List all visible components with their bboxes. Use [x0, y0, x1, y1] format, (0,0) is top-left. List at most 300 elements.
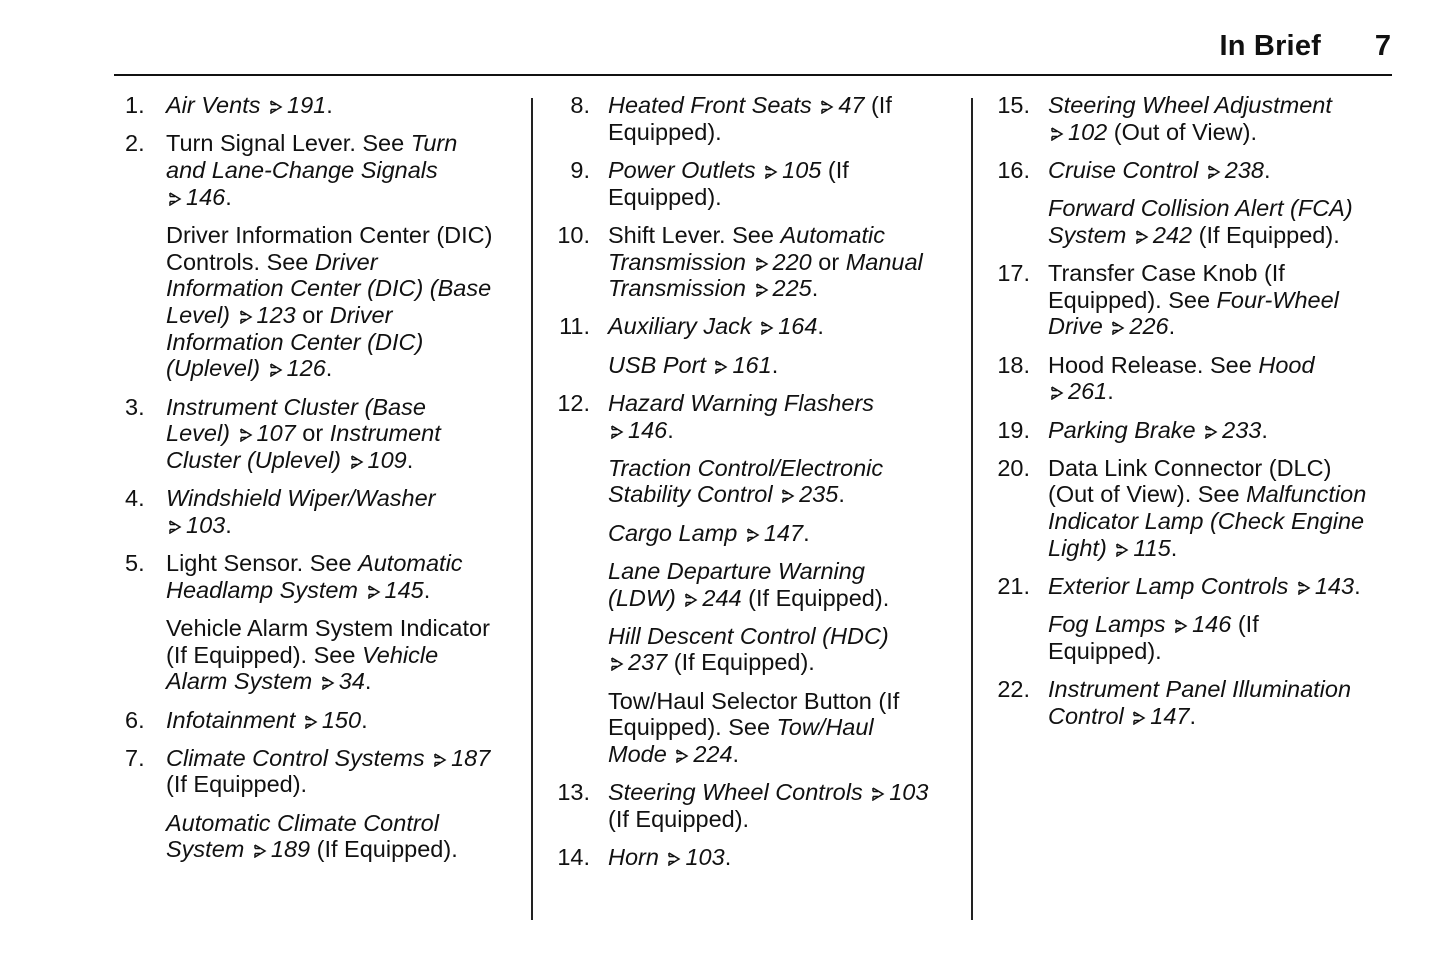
text-segment: (If: [821, 156, 849, 183]
italic-reference-text: Light): [1048, 534, 1114, 561]
italic-reference-text: (LDW): [608, 584, 683, 611]
item-line: [166, 329, 519, 356]
text-segment: Shift Lever. See: [608, 221, 781, 248]
item-line: [166, 447, 519, 474]
page-reference-arrow-icon: [321, 676, 335, 690]
italic-reference-text: Information Center (DIC) (Base: [166, 275, 492, 302]
list-item: [556, 844, 961, 871]
item-line: [166, 184, 519, 211]
item-line: [166, 485, 519, 512]
text-segment: .: [1168, 313, 1176, 340]
item-number: 22.: [997, 676, 1030, 703]
text-segment: Equipped).: [608, 183, 722, 210]
italic-reference-text: Infotainment: [166, 706, 302, 733]
italic-reference-text: 123: [256, 301, 296, 328]
item-line: [608, 714, 961, 741]
italic-reference-text: Exterior Lamp Controls: [1048, 573, 1295, 600]
italic-reference-text: 146: [186, 183, 226, 210]
text-segment: (If Equipped).: [741, 584, 890, 611]
italic-reference-text: 238: [1224, 156, 1264, 183]
list-item: [556, 92, 961, 145]
italic-reference-text: 145: [384, 576, 424, 603]
italic-reference-text: Headlamp System: [166, 576, 365, 603]
header-rule: [114, 74, 1392, 76]
item-line: [1048, 573, 1391, 600]
item-line: [1048, 417, 1391, 444]
list-item: [114, 550, 519, 603]
item-line: [166, 394, 519, 421]
item-number: 19.: [997, 416, 1030, 443]
page-reference-arrow-icon: [433, 753, 447, 767]
italic-reference-text: Instrument Panel Illumination: [1048, 676, 1352, 703]
italic-reference-text: 34: [338, 668, 365, 695]
italic-reference-text: 242: [1152, 221, 1193, 248]
italic-reference-text: Transmission: [608, 275, 753, 302]
italic-reference-text: Four-Wheel: [1216, 286, 1339, 313]
item-line: [1048, 119, 1391, 146]
page-reference-arrow-icon: [760, 321, 774, 335]
list-item: [996, 676, 1391, 729]
text-segment: Transfer Case Knob (If: [1048, 260, 1285, 287]
page-reference-arrow-icon: [1135, 230, 1149, 244]
italic-reference-text: 103: [186, 511, 226, 538]
item-number: 15.: [997, 92, 1030, 118]
list-item: [996, 157, 1391, 184]
list-item: [996, 417, 1391, 444]
italic-reference-text: Malfunction: [1246, 481, 1367, 508]
item-line: [1048, 611, 1391, 638]
list-item: [114, 130, 519, 210]
section-title: In Brief: [1219, 30, 1321, 62]
page-reference-arrow-icon: [168, 192, 182, 206]
column-1: [114, 92, 519, 875]
column-2: [556, 92, 961, 882]
italic-reference-text: 143: [1314, 573, 1355, 600]
item-line: [1048, 92, 1391, 119]
item-line: [166, 707, 519, 734]
italic-reference-text: Manual: [845, 248, 923, 275]
list-item: [556, 623, 961, 676]
italic-reference-text: Traction Control/Electronic: [608, 454, 884, 481]
text-segment: .: [364, 668, 372, 695]
item-line: [608, 558, 961, 585]
italic-reference-text: 105: [782, 156, 822, 183]
italic-reference-text: Cargo Lamp: [608, 519, 744, 546]
italic-reference-text: (Uplevel): [166, 355, 267, 382]
item-line: [166, 642, 519, 669]
italic-reference-text: and Lane-Change Signals: [166, 156, 438, 183]
item-line: [608, 417, 961, 444]
list-item: [114, 707, 519, 734]
italic-reference-text: Vehicle: [361, 641, 439, 668]
italic-reference-text: Alarm System: [166, 668, 319, 695]
text-segment: Equipped). See: [1048, 286, 1217, 313]
page-reference-arrow-icon: [764, 165, 778, 179]
item-number: 18.: [997, 351, 1030, 378]
item-line: [1048, 287, 1391, 314]
italic-reference-text: System: [166, 836, 251, 863]
item-line: [166, 550, 519, 577]
item-line: [608, 844, 961, 871]
italic-reference-text: Transmission: [608, 248, 753, 275]
italic-reference-text: 235: [799, 481, 839, 508]
item-line: [166, 577, 519, 604]
item-line: [1048, 455, 1391, 482]
item-number: 11.: [559, 313, 590, 340]
text-segment: (If: [1231, 611, 1259, 638]
item-line: [1048, 676, 1391, 703]
page-reference-arrow-icon: [1297, 581, 1311, 595]
list-item: [556, 455, 961, 508]
column-3: [996, 92, 1391, 741]
list-item: [114, 394, 519, 474]
item-line: [608, 352, 961, 379]
page-number: 7: [1374, 30, 1391, 62]
italic-reference-text: 225: [772, 275, 812, 302]
item-line: [608, 157, 961, 184]
item-line: [166, 249, 519, 276]
text-segment: .: [325, 355, 333, 382]
text-segment: (If Equipped).: [310, 836, 458, 863]
item-line: [166, 302, 519, 329]
page-reference-arrow-icon: [1050, 127, 1064, 141]
item-line: [608, 275, 961, 302]
italic-reference-text: Stability Control: [608, 481, 780, 508]
item-line: [166, 615, 519, 642]
italic-reference-text: Automatic: [358, 550, 463, 577]
text-segment: .: [732, 741, 740, 768]
italic-reference-text: 103: [889, 779, 929, 806]
italic-reference-text: Hazard Warning Flashers: [608, 389, 875, 416]
item-line: [608, 520, 961, 547]
text-segment: .: [817, 313, 824, 340]
text-segment: Hood Release. See: [1048, 351, 1259, 378]
page-reference-arrow-icon: [1111, 321, 1125, 335]
page-reference-arrow-icon: [610, 425, 624, 439]
list-item: [556, 688, 961, 768]
item-line: [1048, 703, 1391, 730]
item-line: [166, 92, 519, 119]
italic-reference-text: Control: [1048, 702, 1131, 729]
text-segment: .: [667, 416, 674, 443]
italic-reference-text: Instrument: [329, 420, 441, 447]
italic-reference-text: Steering Wheel Controls: [608, 779, 870, 806]
italic-reference-text: Automatic: [780, 221, 885, 248]
text-segment: .: [423, 576, 431, 603]
item-number: 6.: [125, 706, 145, 733]
italic-reference-text: Automatic Climate Control: [166, 809, 439, 836]
text-segment: Turn Signal Lever. See: [166, 130, 411, 157]
page-reference-arrow-icon: [684, 593, 698, 607]
italic-reference-text: Mode: [608, 741, 674, 768]
list-item: [556, 313, 961, 340]
item-line: [608, 92, 961, 119]
text-segment: .: [225, 511, 232, 538]
text-segment: Equipped).: [1048, 637, 1162, 664]
italic-reference-text: 233: [1222, 416, 1262, 443]
item-line: [1048, 195, 1391, 222]
item-line: [608, 119, 961, 146]
italic-reference-text: 244: [702, 584, 742, 611]
item-line: [166, 836, 519, 863]
italic-reference-text: Steering Wheel Adjustment: [1048, 92, 1332, 118]
text-segment: (If: [864, 92, 892, 118]
item-line: [608, 623, 961, 650]
column-divider: [531, 98, 533, 920]
item-line: [1048, 638, 1391, 665]
text-segment: (If Equipped). See: [166, 641, 362, 668]
italic-reference-text: 187: [451, 744, 491, 771]
italic-reference-text: Power Outlets: [608, 156, 763, 183]
text-segment: (Out of View). See: [1048, 481, 1247, 508]
item-line: [166, 420, 519, 447]
italic-reference-text: Cruise Control: [1048, 156, 1205, 183]
item-line: [166, 130, 519, 157]
page-reference-arrow-icon: [675, 749, 689, 763]
item-line: [608, 806, 961, 833]
item-number: 5.: [125, 550, 145, 577]
italic-reference-text: 146: [1192, 611, 1232, 638]
italic-reference-text: Driver: [314, 248, 378, 275]
text-segment: .: [724, 844, 732, 871]
text-segment: or: [811, 248, 846, 275]
italic-reference-text: System: [1048, 221, 1133, 248]
item-line: [1048, 508, 1391, 535]
item-number: 21.: [997, 573, 1030, 600]
page-reference-arrow-icon: [714, 360, 728, 374]
item-line: [1048, 260, 1391, 287]
text-segment: or: [295, 301, 330, 328]
item-number: 2.: [125, 130, 145, 157]
list-item: [996, 195, 1391, 248]
item-line: [1048, 481, 1391, 508]
italic-reference-text: Auxiliary Jack: [608, 313, 759, 340]
italic-reference-text: 126: [286, 355, 326, 382]
text-segment: .: [1170, 534, 1178, 561]
italic-reference-text: Turn: [410, 130, 458, 157]
text-segment: Controls. See: [166, 248, 315, 275]
italic-reference-text: Windshield Wiper/Washer: [166, 485, 436, 512]
item-line: [608, 649, 961, 676]
text-segment: .: [1261, 416, 1268, 443]
italic-reference-text: USB Port: [608, 351, 713, 378]
item-line: [608, 390, 961, 417]
italic-reference-text: 189: [270, 836, 311, 863]
text-segment: Equipped). See: [608, 714, 777, 741]
column-divider: [971, 98, 973, 920]
page-reference-arrow-icon: [253, 844, 267, 858]
text-segment: .: [225, 183, 232, 210]
italic-reference-text: Drive: [1048, 313, 1110, 340]
italic-reference-text: 102: [1068, 118, 1108, 145]
page-reference-arrow-icon: [350, 455, 364, 469]
text-segment: .: [803, 519, 810, 546]
page-reference-arrow-icon: [239, 310, 253, 324]
text-segment: .: [326, 92, 333, 118]
text-segment: .: [1107, 378, 1114, 405]
page-reference-arrow-icon: [1174, 619, 1188, 633]
page-reference-arrow-icon: [610, 657, 624, 671]
text-segment: Vehicle Alarm System Indicator: [166, 614, 490, 641]
item-number: 4.: [125, 485, 145, 512]
italic-reference-text: 147: [763, 519, 804, 546]
text-segment: .: [361, 706, 368, 733]
page-reference-arrow-icon: [820, 100, 834, 114]
page-reference-arrow-icon: [871, 787, 885, 801]
list-item: [996, 611, 1391, 664]
item-line: [608, 481, 961, 508]
item-line: [166, 745, 519, 772]
item-line: [166, 157, 519, 184]
item-line: [166, 771, 519, 798]
item-number: 16.: [997, 156, 1030, 183]
page-reference-arrow-icon: [1207, 165, 1221, 179]
item-line: [1048, 378, 1391, 405]
italic-reference-text: 191: [287, 92, 327, 118]
page-reference-arrow-icon: [269, 100, 283, 114]
item-line: [166, 275, 519, 302]
italic-reference-text: Driver: [329, 301, 393, 328]
list-item: [996, 352, 1391, 405]
italic-reference-text: 109: [367, 446, 407, 473]
item-number: 20.: [997, 454, 1030, 481]
italic-reference-text: Lane Departure Warning: [608, 557, 865, 584]
italic-reference-text: Information Center (DIC): [166, 328, 424, 355]
italic-reference-text: Level): [166, 420, 237, 447]
item-line: [1048, 313, 1391, 340]
text-segment: .: [771, 351, 779, 378]
list-item: [996, 92, 1391, 145]
page-reference-arrow-icon: [269, 363, 283, 377]
text-segment: Data Link Connector (DLC): [1048, 454, 1332, 481]
list-item: [556, 222, 961, 302]
page-reference-arrow-icon: [1115, 543, 1129, 557]
item-line: [608, 249, 961, 276]
list-item: [114, 615, 519, 695]
italic-reference-text: Heated Front Seats: [608, 92, 819, 118]
page-reference-arrow-icon: [367, 585, 381, 599]
item-line: [166, 355, 519, 382]
text-segment: (If Equipped).: [608, 805, 750, 832]
italic-reference-text: Cluster (Uplevel): [166, 446, 348, 473]
item-line: [166, 222, 519, 249]
italic-reference-text: 237: [628, 649, 668, 676]
italic-reference-text: Forward Collision Alert (FCA): [1048, 195, 1353, 222]
page-reference-arrow-icon: [1050, 386, 1064, 400]
item-number: 1.: [125, 92, 145, 118]
italic-reference-text: Hill Descent Control (HDC): [608, 622, 889, 649]
text-segment: Light Sensor. See: [166, 550, 359, 577]
page-reference-arrow-icon: [667, 852, 681, 866]
italic-reference-text: Horn: [608, 844, 666, 871]
text-segment: (Out of View).: [1107, 118, 1257, 145]
list-item: [114, 485, 519, 538]
page-reference-arrow-icon: [781, 489, 795, 503]
text-segment: (If Equipped).: [166, 771, 308, 798]
list-item: [114, 810, 519, 863]
italic-reference-text: Parking Brake: [1048, 416, 1203, 443]
item-line: [608, 585, 961, 612]
text-segment: (If Equipped).: [667, 649, 815, 676]
item-line: [608, 688, 961, 715]
item-number: 12.: [557, 389, 590, 416]
item-line: [608, 455, 961, 482]
page-reference-arrow-icon: [168, 520, 182, 534]
italic-reference-text: 224: [693, 741, 733, 768]
item-line: [166, 810, 519, 837]
item-line: [608, 779, 961, 806]
italic-reference-text: Hood: [1258, 351, 1315, 378]
text-segment: (If Equipped).: [1192, 221, 1340, 248]
page-reference-arrow-icon: [239, 428, 253, 442]
page-reference-arrow-icon: [746, 528, 760, 542]
item-line: [166, 668, 519, 695]
italic-reference-text: 261: [1068, 378, 1108, 405]
item-line: [166, 512, 519, 539]
italic-reference-text: 47: [838, 92, 865, 118]
list-item: [114, 92, 519, 119]
italic-reference-text: 103: [685, 844, 725, 871]
page-reference-arrow-icon: [755, 283, 769, 297]
text-segment: Equipped).: [608, 118, 722, 145]
italic-reference-text: Fog Lamps: [1048, 611, 1173, 638]
list-item: [996, 573, 1391, 600]
item-line: [608, 741, 961, 768]
item-number: 9.: [570, 156, 590, 183]
text-segment: .: [1354, 573, 1361, 600]
item-line: [1048, 535, 1391, 562]
item-line: [608, 222, 961, 249]
item-line: [1048, 157, 1391, 184]
italic-reference-text: Level): [166, 301, 237, 328]
italic-reference-text: 146: [628, 416, 668, 443]
page-reference-arrow-icon: [1204, 425, 1218, 439]
item-number: 13.: [557, 779, 590, 806]
italic-reference-text: Climate Control Systems: [166, 744, 432, 771]
list-item: [556, 520, 961, 547]
item-number: 10.: [557, 221, 590, 248]
list-item: [556, 558, 961, 611]
item-number: 14.: [557, 844, 590, 871]
text-segment: Driver Information Center (DIC): [166, 221, 493, 248]
italic-reference-text: Instrument Cluster (Base: [166, 393, 426, 420]
item-number: 3.: [125, 393, 145, 420]
list-item: [114, 222, 519, 382]
list-item: [114, 745, 519, 798]
italic-reference-text: 164: [778, 313, 818, 340]
italic-reference-text: 147: [1150, 702, 1190, 729]
item-number: 17.: [997, 260, 1030, 287]
italic-reference-text: 161: [732, 351, 772, 378]
italic-reference-text: 220: [772, 248, 812, 275]
list-item: [556, 157, 961, 210]
italic-reference-text: 150: [321, 706, 362, 733]
italic-reference-text: Tow/Haul: [776, 714, 874, 741]
item-line: [608, 184, 961, 211]
text-segment: Tow/Haul Selector Button (If: [608, 687, 900, 714]
list-item: [996, 260, 1391, 340]
list-item: [996, 455, 1391, 562]
item-number: 8.: [570, 92, 590, 118]
text-segment: .: [406, 446, 414, 473]
italic-reference-text: Air Vents: [166, 92, 267, 118]
item-number: 7.: [125, 744, 145, 771]
text-segment: or: [295, 420, 330, 447]
item-line: [608, 313, 961, 340]
italic-reference-text: Indicator Lamp (Check Engine: [1048, 508, 1365, 535]
italic-reference-text: 107: [256, 420, 296, 447]
text-segment: .: [1189, 702, 1197, 729]
